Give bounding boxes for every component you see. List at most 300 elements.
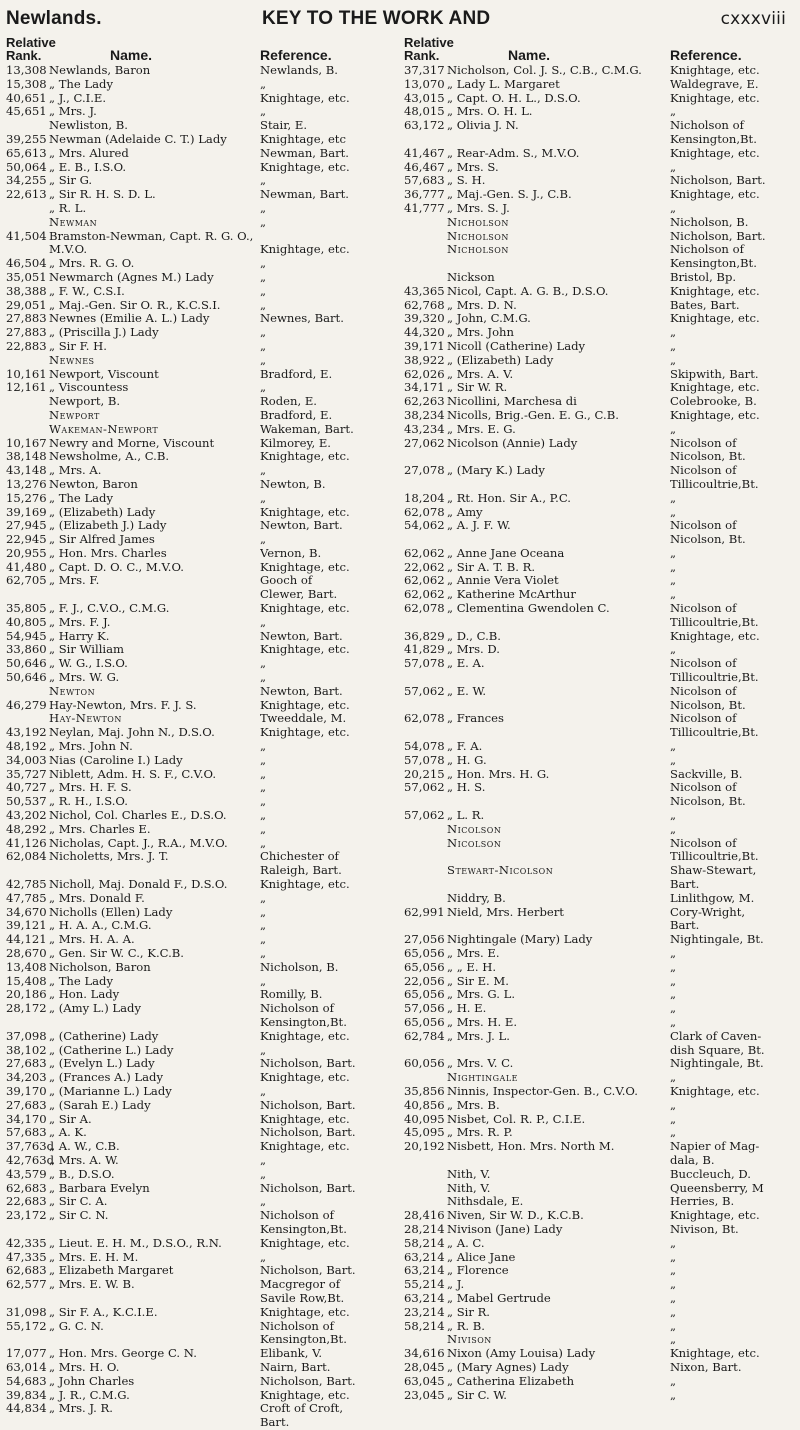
reference: „ (260, 836, 267, 850)
entry-row (404, 947, 798, 961)
relative-rank: 63,045 (404, 1374, 445, 1388)
entry-row (6, 685, 390, 699)
entry-name: „ F. A. (447, 740, 483, 754)
relative-rank (404, 450, 447, 464)
relative-rank (6, 423, 49, 437)
reference: Kensington,Bt. (670, 132, 757, 146)
relative-rank: 65,056 (404, 1015, 445, 1029)
relative-rank (404, 823, 447, 837)
reference: „ (260, 1195, 267, 1209)
reference: „ (670, 560, 677, 574)
entry-row (6, 602, 390, 616)
entry-row (404, 147, 798, 161)
entry-name (447, 1154, 670, 1168)
relative-rank: 35,805 (6, 602, 47, 616)
reference: „ (260, 822, 267, 836)
entry-name: „ Hon. Mrs. Charles (49, 546, 167, 560)
reference: „ (670, 339, 677, 353)
entry-name: „ (Elizabeth) Lady (49, 505, 156, 519)
entry-row (404, 892, 798, 906)
entry-row (404, 1237, 798, 1251)
entry-row (6, 161, 390, 175)
entry-row (6, 1292, 390, 1306)
entry-name (447, 919, 670, 933)
entry-row (6, 754, 390, 768)
entry-row (404, 188, 798, 202)
relative-rank: 34,255 (6, 174, 47, 188)
entry-name: „ (Catherine) Lady (49, 1029, 159, 1043)
left-column-header (6, 32, 390, 64)
relative-rank: 12,161 (6, 381, 47, 395)
reference: „ (260, 671, 267, 685)
entry-name: „ Clementina Gwendolen C. (447, 602, 610, 616)
entry-row (6, 616, 390, 630)
entry-row (404, 657, 798, 671)
reference: Tillicoultrie,Bt. (670, 850, 759, 864)
entry-name: „ Rear-Adm. S., M.V.O. (447, 146, 580, 160)
reference: „ (670, 822, 677, 836)
relative-rank: 18,204 (404, 491, 445, 505)
relative-rank: 23,172 (6, 1209, 47, 1223)
reference: Nixon, Bart. (670, 1360, 742, 1374)
reference: Nicolson, Bt. (670, 450, 746, 464)
entry-name: Newport (49, 408, 100, 422)
relative-rank: 43,148 (6, 464, 47, 478)
reference: Bart. (670, 878, 700, 892)
relative-rank: 35,051 (6, 270, 47, 284)
reference: Newton, B. (260, 477, 326, 491)
entry-row (6, 657, 390, 671)
entry-row (404, 92, 798, 106)
entry-row (6, 1320, 390, 1334)
reference: „ (260, 781, 267, 795)
relative-rank (404, 1071, 447, 1085)
entry-name: Nicolson (447, 836, 502, 850)
entry-name: Newman (Adelaide C. T.) Lady (49, 132, 227, 146)
entry-name: „ Maj.-Gen. Sir O. R., K.C.S.I. (49, 298, 221, 312)
entry-name: Nicolls, Brig.-Gen. E. G., C.B. (447, 408, 619, 422)
entry-row (404, 671, 798, 685)
reference: „ (670, 574, 677, 588)
entry-row (6, 588, 390, 602)
entry-name: „ H. A. A., C.M.G. (49, 919, 152, 933)
relative-rank: 33,860 (6, 643, 47, 657)
entry-name: „ The Lady (49, 77, 114, 91)
relative-rank: 65,613 (6, 146, 47, 160)
entry-row (6, 574, 390, 588)
entry-name: „ Mrs. J. (49, 105, 97, 119)
reference: „ (670, 491, 677, 505)
entry-name: „ Hon. Lady (49, 988, 120, 1002)
entry-row (404, 174, 798, 188)
relative-rank (6, 1223, 49, 1237)
entry-row (6, 202, 390, 216)
entry-name: „ John, C.M.G. (447, 312, 531, 326)
entry-row (6, 726, 390, 740)
reference: Nicholson, Bart. (260, 1057, 356, 1071)
reference: Nicholson of (670, 243, 744, 257)
reference: Nicolson of (670, 712, 737, 726)
entry-row (6, 354, 390, 368)
entry-row (404, 437, 798, 451)
reference: Knightage, etc. (670, 1347, 760, 1361)
relative-rank: 57,062 (404, 809, 445, 823)
relative-rank: 28,214 (404, 1222, 445, 1236)
entry-name: Newton, Baron (49, 477, 138, 491)
entry-row (404, 409, 798, 423)
reference: Newton, Bart. (260, 519, 343, 533)
reference: „ (260, 753, 267, 767)
reference: Nicholson, Bart. (260, 1126, 356, 1140)
entry-name: „ (Frances A.) Lady (49, 1071, 164, 1085)
reference: Nicolson of (670, 602, 737, 616)
entry-name: „ Sir A. T. B. R. (447, 560, 536, 574)
entry-name: „ A. K. (49, 1126, 87, 1140)
relative-rank: 62,078 (404, 712, 445, 726)
entry-name: Newsholme, A., C.B. (49, 450, 170, 464)
entry-name: Nisbett, Hon. Mrs. North M. (447, 1140, 615, 1154)
relative-rank: 62,683 (6, 1181, 47, 1195)
entry-name: „ E. A. (447, 657, 485, 671)
reference: Nicholson of (260, 1319, 334, 1333)
entry-row (6, 1113, 390, 1127)
entry-name: „ Sir W. R. (447, 381, 508, 395)
reference: Knightage, etc. (670, 629, 760, 643)
entry-row (404, 299, 798, 313)
reference: Nicolson of (670, 464, 737, 478)
entry-name: „ Maj.-Gen. S. J., C.B. (447, 188, 572, 202)
entry-name: „ Anne Jane Oceana (447, 546, 565, 560)
reference: Knightage, etc. (670, 1084, 760, 1098)
reference: „ (670, 1236, 677, 1250)
reference: Kensington,Bt. (670, 257, 757, 271)
right-column (404, 32, 798, 1402)
entry-name: „ Mrs. J. R. (49, 1402, 113, 1416)
reference: Knightage, etc. (670, 284, 760, 298)
reference: Newlands, B. (260, 64, 338, 77)
reference: „ (670, 740, 677, 754)
entry-name (447, 699, 670, 713)
relative-rank: 27,062 (404, 436, 445, 450)
relative-rank (404, 616, 447, 630)
entry-row (6, 1375, 390, 1389)
entry-row (6, 271, 390, 285)
entry-row (6, 809, 390, 823)
reference: „ (670, 1291, 677, 1305)
reference: „ (670, 1388, 677, 1402)
entry-row (404, 1168, 798, 1182)
entry-row (6, 1002, 390, 1016)
entry-row (6, 837, 390, 851)
relative-rank (6, 1016, 49, 1030)
relative-rank (404, 271, 447, 285)
relative-rank: 46,504 (6, 257, 47, 271)
relative-rank (6, 354, 49, 368)
relative-rank: 27,945 (6, 519, 47, 533)
relative-rank (6, 588, 49, 602)
relative-rank: 39,169 (6, 505, 47, 519)
entry-name: „ Katherine McArthur (447, 588, 576, 602)
entry-name: „ Hon. Mrs. H. G. (447, 767, 550, 781)
reference: „ (260, 933, 267, 947)
entry-name: „ (Catherine L.) Lady (49, 1043, 174, 1057)
entry-row (404, 1389, 798, 1403)
entry-row (6, 671, 390, 685)
entry-row (404, 478, 798, 492)
entry-row (6, 1154, 390, 1168)
entry-row (404, 1320, 798, 1334)
relative-rank: 41,126 (6, 836, 47, 850)
entry-name: „ (Mary K.) Lady (447, 464, 545, 478)
relative-rank: 57,683 (6, 1126, 47, 1140)
entry-name: Newliston, B. (49, 119, 128, 133)
entry-name: „ Mrs. F. J. (49, 615, 111, 629)
entry-row (404, 1182, 798, 1196)
relative-rank: 62,991 (404, 905, 445, 919)
relative-rank: 40,727 (6, 781, 47, 795)
entry-name: „ J. R., C.M.G. (49, 1388, 130, 1402)
reference: Raleigh, Bart. (260, 864, 342, 878)
reference: Wakeman, Bart. (260, 422, 354, 436)
reference: dala, B. (670, 1153, 715, 1167)
reference: Cory-Wright, (670, 905, 746, 919)
relative-rank: 37,763d (6, 1140, 54, 1154)
reference: „ (670, 947, 677, 960)
relative-rank: 13,308 (6, 64, 47, 77)
entry-row (6, 1126, 390, 1140)
reference: Queensberry, M (670, 1181, 764, 1195)
entry-name: Ninnis, Inspector-Gen. B., C.V.O. (447, 1084, 638, 1098)
reference: „ (260, 891, 267, 905)
reference: Chichester of (260, 850, 339, 864)
reference: „ (260, 1167, 267, 1181)
entry-row (404, 754, 798, 768)
entry-row (6, 1016, 390, 1030)
entry-row (6, 1044, 390, 1058)
reference: „ (670, 1098, 677, 1112)
reference: „ (670, 201, 677, 215)
entry-name: „ Sir A. (49, 1112, 92, 1126)
reference: Knightage, etc. (670, 91, 760, 105)
reference: „ (260, 905, 267, 919)
reference: Nicolson, Bt. (670, 533, 746, 547)
reference: Newman, Bart. (260, 188, 349, 202)
relative-rank (404, 243, 447, 257)
entry-name: „ A. C. (447, 1236, 485, 1250)
entry-name: Nicholls (Ellen) Lady (49, 905, 173, 919)
entry-name: „ Mrs. F. (49, 574, 100, 588)
entry-row (6, 174, 390, 188)
entry-row (6, 506, 390, 520)
entry-name: „ H. S. (447, 781, 486, 795)
relative-rank (404, 1154, 447, 1168)
relative-rank: 57,683 (404, 174, 445, 188)
reference: Herries, B. (670, 1195, 735, 1209)
reference: Clewer, Bart. (260, 588, 338, 602)
entry-name: Niblett, Adm. H. S. F., C.V.O. (49, 767, 217, 781)
entry-name: Nield, Mrs. Herbert (447, 905, 564, 919)
relative-rank (404, 699, 447, 713)
rank-column-heading: Relative Rank. (6, 35, 56, 63)
reference: Bristol, Bp. (670, 270, 737, 284)
reference: Tillicoultrie,Bt. (670, 726, 759, 740)
entry-row (404, 740, 798, 754)
entry-name: „ A. J. F. W. (447, 519, 511, 533)
relative-rank (6, 1292, 49, 1306)
entry-row (404, 768, 798, 782)
relative-rank: 62,768 (404, 298, 445, 312)
entry-row (404, 1375, 798, 1389)
entry-row (6, 1278, 390, 1292)
entry-name: Niven, Sir W. D., K.C.B. (447, 1209, 584, 1223)
relative-rank: 39,320 (404, 312, 445, 326)
relative-rank: 39,171 (404, 339, 445, 353)
relative-rank: 38,148 (6, 450, 47, 464)
entry-row (6, 988, 390, 1002)
entry-row (404, 533, 798, 547)
reference: Knightage, etc. (260, 1305, 350, 1319)
relative-rank: 62,062 (404, 546, 445, 560)
reference: „ (260, 257, 267, 271)
reference: „ (670, 1071, 677, 1085)
entry-name: „ Mrs. E. W. B. (49, 1278, 135, 1292)
entry-name: „ Mrs. H. E. (447, 1015, 518, 1029)
relative-rank: 27,883 (6, 312, 47, 326)
entry-row (404, 519, 798, 533)
entry-row (404, 919, 798, 933)
entry-name: „ R. B. (447, 1319, 485, 1333)
entry-row (404, 712, 798, 726)
reference: Nicholson, Bart. (260, 1264, 356, 1278)
reference: Napier of Mag- (670, 1140, 760, 1154)
entry-name: „ Sir C. A. (49, 1195, 108, 1209)
entry-row (404, 1016, 798, 1030)
relative-rank (404, 864, 447, 878)
relative-rank: 65,056 (404, 947, 445, 960)
entry-name: Nicholson (447, 229, 509, 243)
reference: Knightage, etc. (260, 560, 350, 574)
relative-rank: 43,202 (6, 809, 47, 823)
reference: Bates, Bart. (670, 298, 740, 312)
reference: „ (670, 1264, 677, 1278)
name-column-heading: Name. (110, 47, 153, 63)
relative-rank: 27,883 (6, 326, 47, 340)
entry-row (404, 285, 798, 299)
entry-row (6, 64, 390, 78)
entry-row (6, 1209, 390, 1223)
reference: Elibank, V. (260, 1347, 323, 1361)
reference: „ (670, 1250, 677, 1264)
entry-row (6, 919, 390, 933)
relative-rank: 40,095 (404, 1112, 445, 1126)
relative-rank: 62,026 (404, 367, 445, 381)
reference: Stair, E. (260, 119, 308, 133)
entry-name: „ Mrs. E. H. M. (49, 1250, 139, 1264)
entry-name: Newnes (49, 353, 95, 367)
entry-name: „ Mrs. S. J. (447, 201, 510, 215)
relative-rank (404, 1044, 447, 1058)
relative-rank: 39,121 (6, 919, 47, 933)
entry-row (404, 395, 798, 409)
entry-row (404, 450, 798, 464)
entry-name: „ Barbara Evelyn (49, 1181, 150, 1195)
entry-row (6, 243, 390, 257)
entry-name: Hay-Newton, Mrs. F. J. S. (49, 698, 197, 712)
entry-name: „ (Evelyn L.) Lady (49, 1057, 155, 1071)
entry-name: Nicholetts, Mrs. J. T. (49, 850, 169, 864)
relative-rank (404, 478, 447, 492)
relative-rank: 13,408 (6, 960, 47, 974)
entry-name: „ Mrs. H. A. A. (49, 933, 135, 947)
entry-row (6, 1402, 390, 1416)
reference: Nicholson, B. (260, 960, 339, 974)
entry-row (404, 354, 798, 368)
relative-rank: 10,161 (6, 367, 47, 381)
relative-rank (404, 230, 447, 244)
reference: „ (260, 795, 267, 809)
entry-row (6, 1057, 390, 1071)
relative-rank (6, 864, 49, 878)
reference: Bart. (670, 919, 700, 933)
entry-name: Nicollini, Marchesa di (447, 395, 577, 409)
relative-rank: 40,856 (404, 1098, 445, 1112)
entry-row (404, 368, 798, 382)
entry-row (6, 409, 390, 423)
entry-row (6, 119, 390, 133)
reference: Tillicoultrie,Bt. (670, 477, 759, 491)
entry-row (404, 133, 798, 147)
reference: Kilmorey, E. (260, 436, 331, 450)
entry-name: M.V.O. (49, 243, 88, 257)
reference: Colebrooke, B. (670, 395, 757, 409)
entry-name: „ Mrs. A. V. (447, 367, 514, 381)
reference: Knightage, etc. (670, 146, 760, 160)
relative-rank: 50,064 (6, 160, 47, 174)
reference: „ (260, 1250, 267, 1264)
entry-row (404, 781, 798, 795)
relative-rank (6, 409, 49, 423)
relative-rank: 28,045 (404, 1360, 445, 1374)
reference: „ (670, 1305, 677, 1319)
entry-name: „ Sir F. H. (49, 339, 107, 353)
entry-row (6, 1168, 390, 1182)
relative-rank: 43,234 (404, 422, 445, 436)
entry-name: Nicholson, Baron (49, 960, 151, 974)
entry-name: „ Elizabeth Margaret (49, 1264, 174, 1278)
relative-rank (6, 1333, 49, 1347)
entry-row (404, 906, 798, 920)
relative-rank: 63,214 (404, 1264, 445, 1278)
entry-name: Nicolson (447, 822, 502, 836)
entry-name: Nicholson, Col. J. S., C.B., C.M.G. (447, 64, 642, 77)
entry-row (404, 64, 798, 78)
entry-name: „ R. L. (49, 201, 87, 215)
reference: Knightage, etc. (260, 1140, 350, 1154)
relative-rank: 54,078 (404, 740, 445, 754)
entry-name (447, 257, 670, 271)
entry-row (404, 1361, 798, 1375)
reference: „ (260, 174, 267, 188)
reference: „ (670, 422, 677, 436)
relative-rank: 23,214 (404, 1305, 445, 1319)
reference: „ (670, 588, 677, 602)
relative-rank (404, 726, 447, 740)
relative-rank: 34,203 (6, 1071, 47, 1085)
entry-name: „ E. B., I.S.O. (49, 160, 127, 174)
reference: „ (670, 1015, 677, 1029)
entry-row (404, 878, 798, 892)
entry-name: Nias (Caroline I.) Lady (49, 753, 183, 767)
